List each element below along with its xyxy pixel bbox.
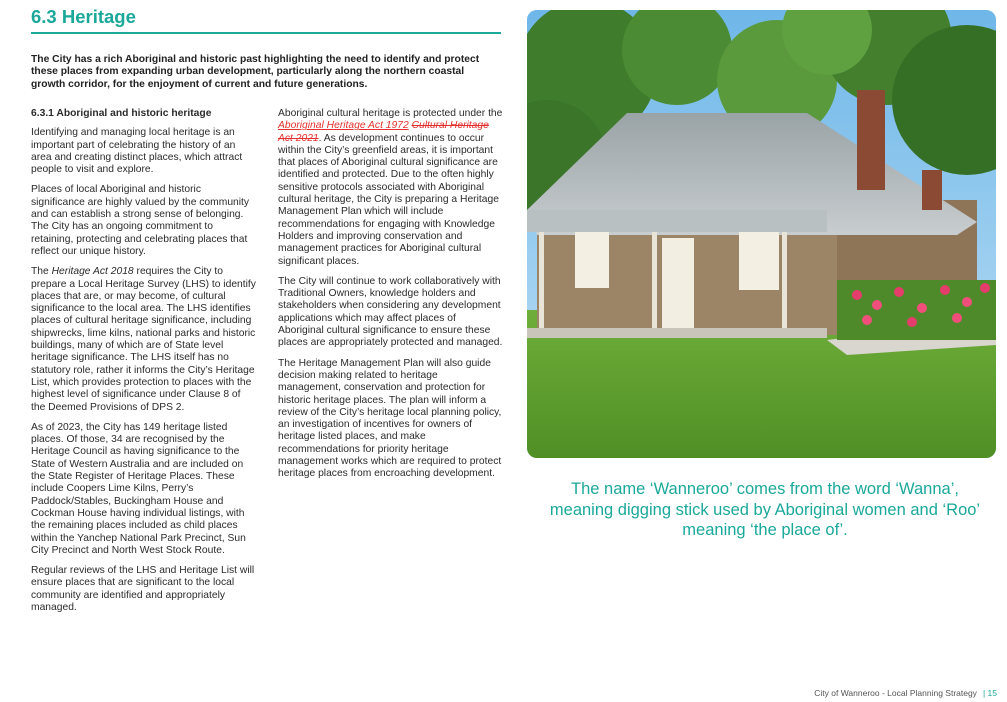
paragraph: Regular reviews of the LHS and Heritage List will ensure places that are significant to the local community are identified and appropriately managed. [31, 565, 255, 613]
door [662, 238, 694, 330]
rose-garden [837, 280, 996, 340]
quote-callout: The name ‘Wanneroo’ comes from the word ‘Wanna’, meaning digging stick used by Aboriginal women and ‘Roo’ meaning ‘the place of’. [549, 480, 981, 539]
chimney [857, 90, 885, 190]
right-column [278, 108, 503, 489]
paragraph [31, 266, 256, 414]
cottage-illustration [527, 10, 996, 458]
subheading: 6.3.1 Aboriginal and historic heritage [31, 108, 212, 119]
window [575, 232, 609, 288]
page-footer [814, 688, 997, 698]
text-run: . As development continues to occur within the City’s greenfield areas, it is important that places of Aboriginal cultural significance are identified and protected. Due to the often highly sensitive protocols associated with Aboriginal cultural heritage, the City is preparing a Heritage Management Plan which will include recommendations for engaging with Knowledge Holders and improving conservation and management practices for Aboriginal cultural significant places. [278, 132, 499, 267]
paragraph: Identifying and managing local heritage is an important part of celebrating the history of an area and creating distinct places, which attract people to visit and explore. [31, 127, 243, 176]
text-run: Aboriginal cultural heritage is protected under the [278, 108, 503, 119]
paragraph [278, 108, 503, 268]
page-number: 15 [987, 688, 997, 698]
chimney [922, 170, 942, 210]
window [739, 232, 779, 290]
paragraph: The City will continue to work collaboratively with Traditional Owners, knowledge holders and stakeholders when considering any development applications which may affect places of Aboriginal cultural significance to ensure these places are appropriately protected and managed. [278, 275, 503, 349]
section-heading: 6.3 Heritage [31, 6, 501, 34]
footer-title: City of Wanneroo - Local Planning Strategy [814, 688, 977, 698]
text-run: requires the City to prepare a Local Heritage Survey (LHS) to identify places that are, or may become, of cultural significance to the local area. The LHS identifies places of cultural heritage significance, including shipwrecks, lime kilns, national parks and historic buildings, many of which are of State level heritage significance. The LHS itself has no statutory role, rather it informs the City’s Heritage List, which provides protection to places with the highest level of significance under Clause 8 of the Deemed Provisions of DPS 2. [31, 266, 256, 413]
act-title: Heritage Act 2018 [51, 266, 134, 278]
paragraph: Places of local Aboriginal and historic significance are highly valued by the community and can establish a strong sense of belonging. The City has an ongoing commitment to retaining, protecting and celebrating places that reflect our unique history. [31, 184, 250, 257]
footer-separator: | [982, 688, 986, 698]
paragraph: The Heritage Management Plan will also guide decision making related to heritage management, conservation and protection for historic heritage places. The plan will inform a review of the City’s heritage local planning policy, an investigation of incentives for owners of heritage listed places, and make recommendations for priority heritage management works which are required to protect heritage places from encroaching development. [278, 357, 502, 480]
left-column [31, 108, 256, 622]
inserted-text: Aboriginal Heritage Act 1972 [278, 120, 409, 132]
paragraph: As of 2023, the City has 149 heritage listed places. Of those, 34 are recognised by the Heritage Council as having significance to the State of Western Australia and are included on the State Register of Heritage Places. These include Coopers Lime Kilns, Perry’s Paddock/Stables, Buckingham House and Cockman House having individual listings, with the remaining places included as child places within the Yanchep National Park Precinct, Sun City Precinct and North West Stock Route. [31, 421, 246, 556]
deleted-text: Cultural Heritage Act 2021 [278, 120, 489, 144]
text-run: The [31, 266, 52, 278]
section-intro: The City has a rich Aboriginal and historic past highlighting the need to identify and protect these places from expanding urban development, particularly along the northern coastal growth corridor, for the enjoyment of current and future generations. [31, 54, 480, 90]
heritage-cottage-photo [527, 10, 996, 458]
